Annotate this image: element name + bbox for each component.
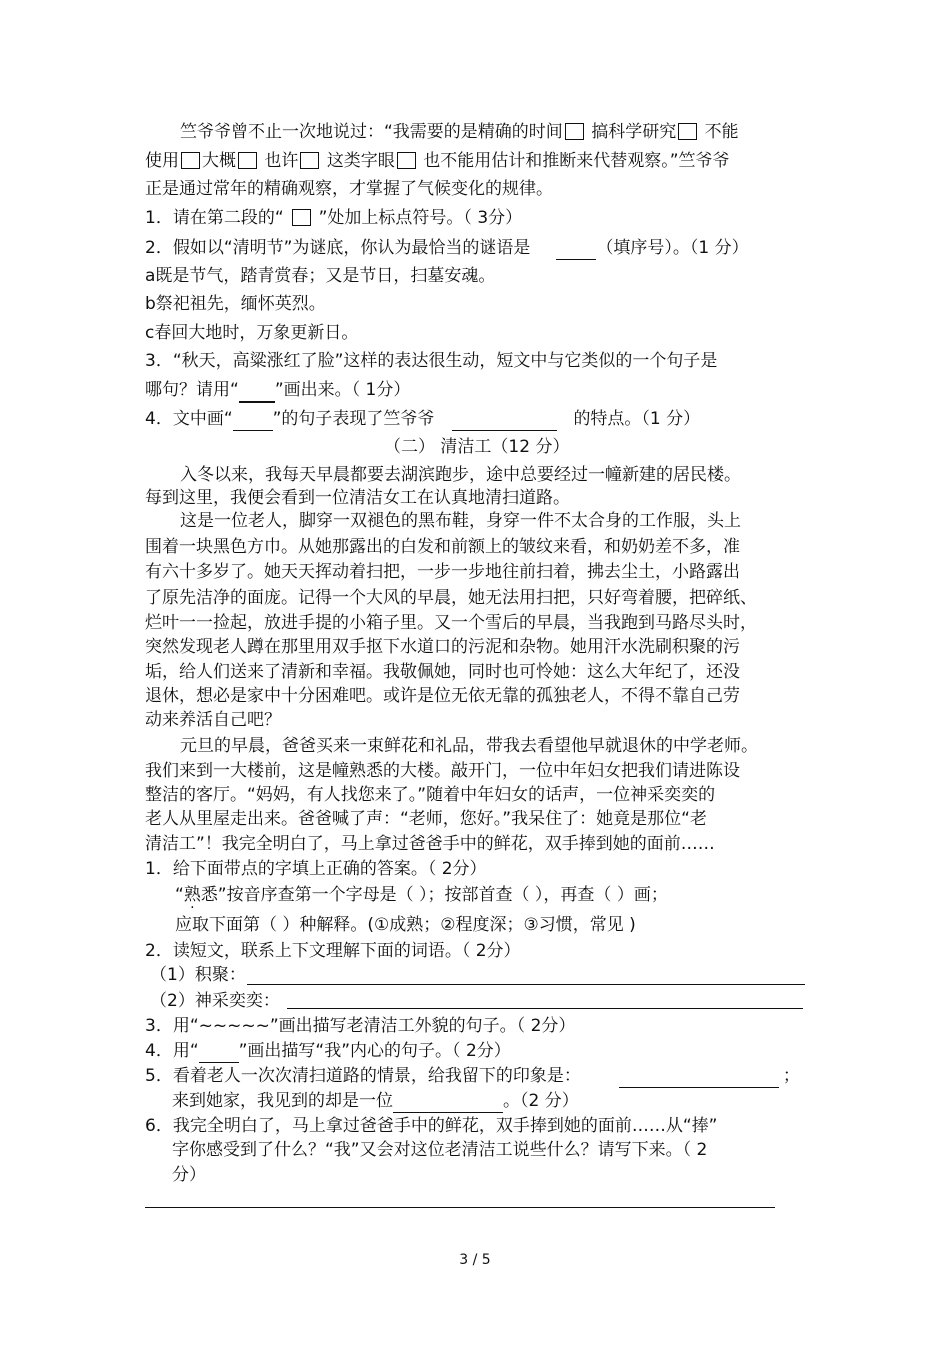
answer-blank[interactable] — [619, 1065, 779, 1088]
story-line: 入冬以来，我每天早晨都要去湖滨跑步，途中总要经过一幢新建的居民楼。 — [180, 465, 741, 485]
question-2-1: 1．给下面带点的字填上正确的答案。（ 2分） — [145, 859, 487, 879]
story-line: 老人从里屋走出来。爸爸喊了声：“老师，您好。”我呆住了：她竟是那位“老 — [145, 809, 707, 829]
question-2-6: 6．我完全明白了，马上拿过爸爸手中的鲜花，双手捧到她的面前……从“捧” — [145, 1116, 718, 1136]
story-line: 突然发现老人蹲在那里用双手抠下水道口的污泥和杂物。她用汗水洗刷积聚的污 — [145, 637, 740, 657]
wavy-line-sample: ~~~~~ — [198, 1016, 270, 1036]
punct-box[interactable] — [678, 123, 697, 140]
story-line: 围着一块黑色方巾。从她那露出的白发和前额上的皱纹来看，和奶奶差不多，准 — [145, 537, 740, 557]
punct-box[interactable] — [565, 123, 584, 140]
punct-box[interactable] — [238, 152, 257, 169]
dotted-char: 熟 — [183, 885, 201, 905]
question-2-5: 5．看着老人一次次清扫道路的情景，给我留下的印象是： ； — [145, 1066, 800, 1086]
option-c: c春回大地时，万象更新日。 — [145, 323, 359, 343]
story-line: 烂叶一一捡起，放进手提的小箱子里。又一个雪后的早晨，当我跑到马路尽头时， — [145, 613, 757, 633]
question-1-2: 2．假如以“清明节”为谜底，你认为最恰当的谜语是 （填序号）。（1 分） — [145, 238, 749, 258]
passage1-line2: 使用 大概 也许 这类字眼 也不能用估计和推断来代替观察。”竺爷爷 — [145, 151, 730, 171]
story-line: 清洁工”！我完全明白了，马上拿过爸爸手中的鲜花，双手捧到她的面前…… — [145, 834, 715, 854]
question-1-1: 1．请在第二段的“ ”处加上标点符号。（ 3分） — [145, 208, 523, 228]
story-line: 垢，给人们送来了清新和幸福。我敬佩她，同时也可怜她：这么大年纪了，还没 — [145, 662, 740, 682]
question-2-5-line2: 来到她家，我见到的却是一位 。（2 分） — [172, 1091, 579, 1111]
underline-sample — [239, 379, 275, 403]
section-title: （二） 清洁工（12 分） — [384, 437, 570, 457]
punct-box[interactable] — [292, 209, 311, 226]
question-2-1-line3: 应取下面第（ ）种解释。(①成熟；②程度深；③习惯，常见 ) — [175, 915, 636, 935]
answer-blank[interactable] — [556, 237, 596, 260]
story-line: 整洁的客厅。“妈妈，有人找您来了。”随着中年妇女的话声，一位神采奕奕的 — [145, 785, 716, 805]
question-2-4: 4．用“ ”画出描写“我”内心的句子。（ 2分） — [145, 1041, 511, 1061]
answer-blank[interactable] — [452, 408, 557, 431]
story-line: 有六十多岁了。她天天挥动着扫把，一步一步地往前扫着，拂去尘土，小路露出 — [145, 562, 740, 582]
punct-box[interactable] — [397, 152, 416, 169]
answer-line[interactable] — [145, 1207, 775, 1208]
question-2-3: 3．用“~~~~~”画出描写老清洁工外貌的句子。（ 2分） — [145, 1016, 576, 1036]
answer-line[interactable] — [247, 984, 805, 985]
question-2-1-line2: “熟悉”按音序查第一个字母是（ ）；按部首查（ ），再查（ ）画； — [175, 885, 668, 905]
question-1-4: 4．文中画“ ”的句子表现了竺爷爷 的特点。（1 分） — [145, 409, 701, 429]
option-a: a既是节气，踏青赏春；又是节日，扫墓安魂。 — [145, 266, 496, 286]
question-2-6-line2: 字你感受到了什么？“我”又会对这位老清洁工说些什么？请写下来。（ 2 — [172, 1140, 708, 1160]
question-2-2: 2．读短文，联系上下文理解下面的词语。（ 2分） — [145, 941, 521, 961]
story-line: 每到这里，我便会看到一位清洁女工在认真地清扫道路。 — [145, 488, 570, 508]
punct-box[interactable] — [181, 152, 200, 169]
story-line: 我们来到一大楼前，这是幢熟悉的大楼。敲开门，一位中年妇女把我们请进陈设 — [145, 761, 740, 781]
answer-blank[interactable] — [393, 1090, 503, 1113]
question-2-6-line3: 分） — [172, 1165, 206, 1185]
page-number: 3 / 5 — [459, 1252, 491, 1268]
question-1-3: 3．“秋天，高粱涨红了脸”这样的表达很生动，短文中与它类似的一个句子是 — [145, 351, 718, 371]
question-2-2-a: （1）积聚： — [150, 965, 246, 985]
underline-sample — [233, 408, 273, 431]
question-2-2-b: （2）神采奕奕： — [150, 991, 280, 1011]
story-line: 退休，想必是家中十分困难吧。或许是位无依无靠的孤独老人，不得不靠自己劳 — [145, 686, 740, 706]
question-1-3-cont: 哪句？请用“ ”画出来。（ 1分） — [145, 379, 410, 403]
answer-line[interactable] — [287, 1008, 803, 1009]
passage1-line1: 竺爷爷曾不止一次地说过：“我需要的是精确的时间 搞科学研究 不能 — [180, 122, 739, 142]
story-line: 了原先洁净的面庞。记得一个大风的早晨，她无法用扫把，只好弯着腰，把碎纸、 — [145, 588, 757, 608]
story-line: 这是一位老人，脚穿一双褪色的黑布鞋，身穿一件不太合身的工作服，头上 — [180, 511, 741, 531]
story-line: 动来养活自己吧？ — [145, 710, 281, 730]
punct-box[interactable] — [300, 152, 319, 169]
story-line: 元旦的早晨，爸爸买来一束鲜花和礼品，带我去看望他早就退休的中学老师。 — [180, 736, 758, 756]
passage1-line3: 正是通过常年的精确观察，才掌握了气候变化的规律。 — [145, 179, 553, 199]
option-b: b祭祀祖先，缅怀英烈。 — [145, 294, 326, 314]
underline-sample — [199, 1040, 239, 1063]
